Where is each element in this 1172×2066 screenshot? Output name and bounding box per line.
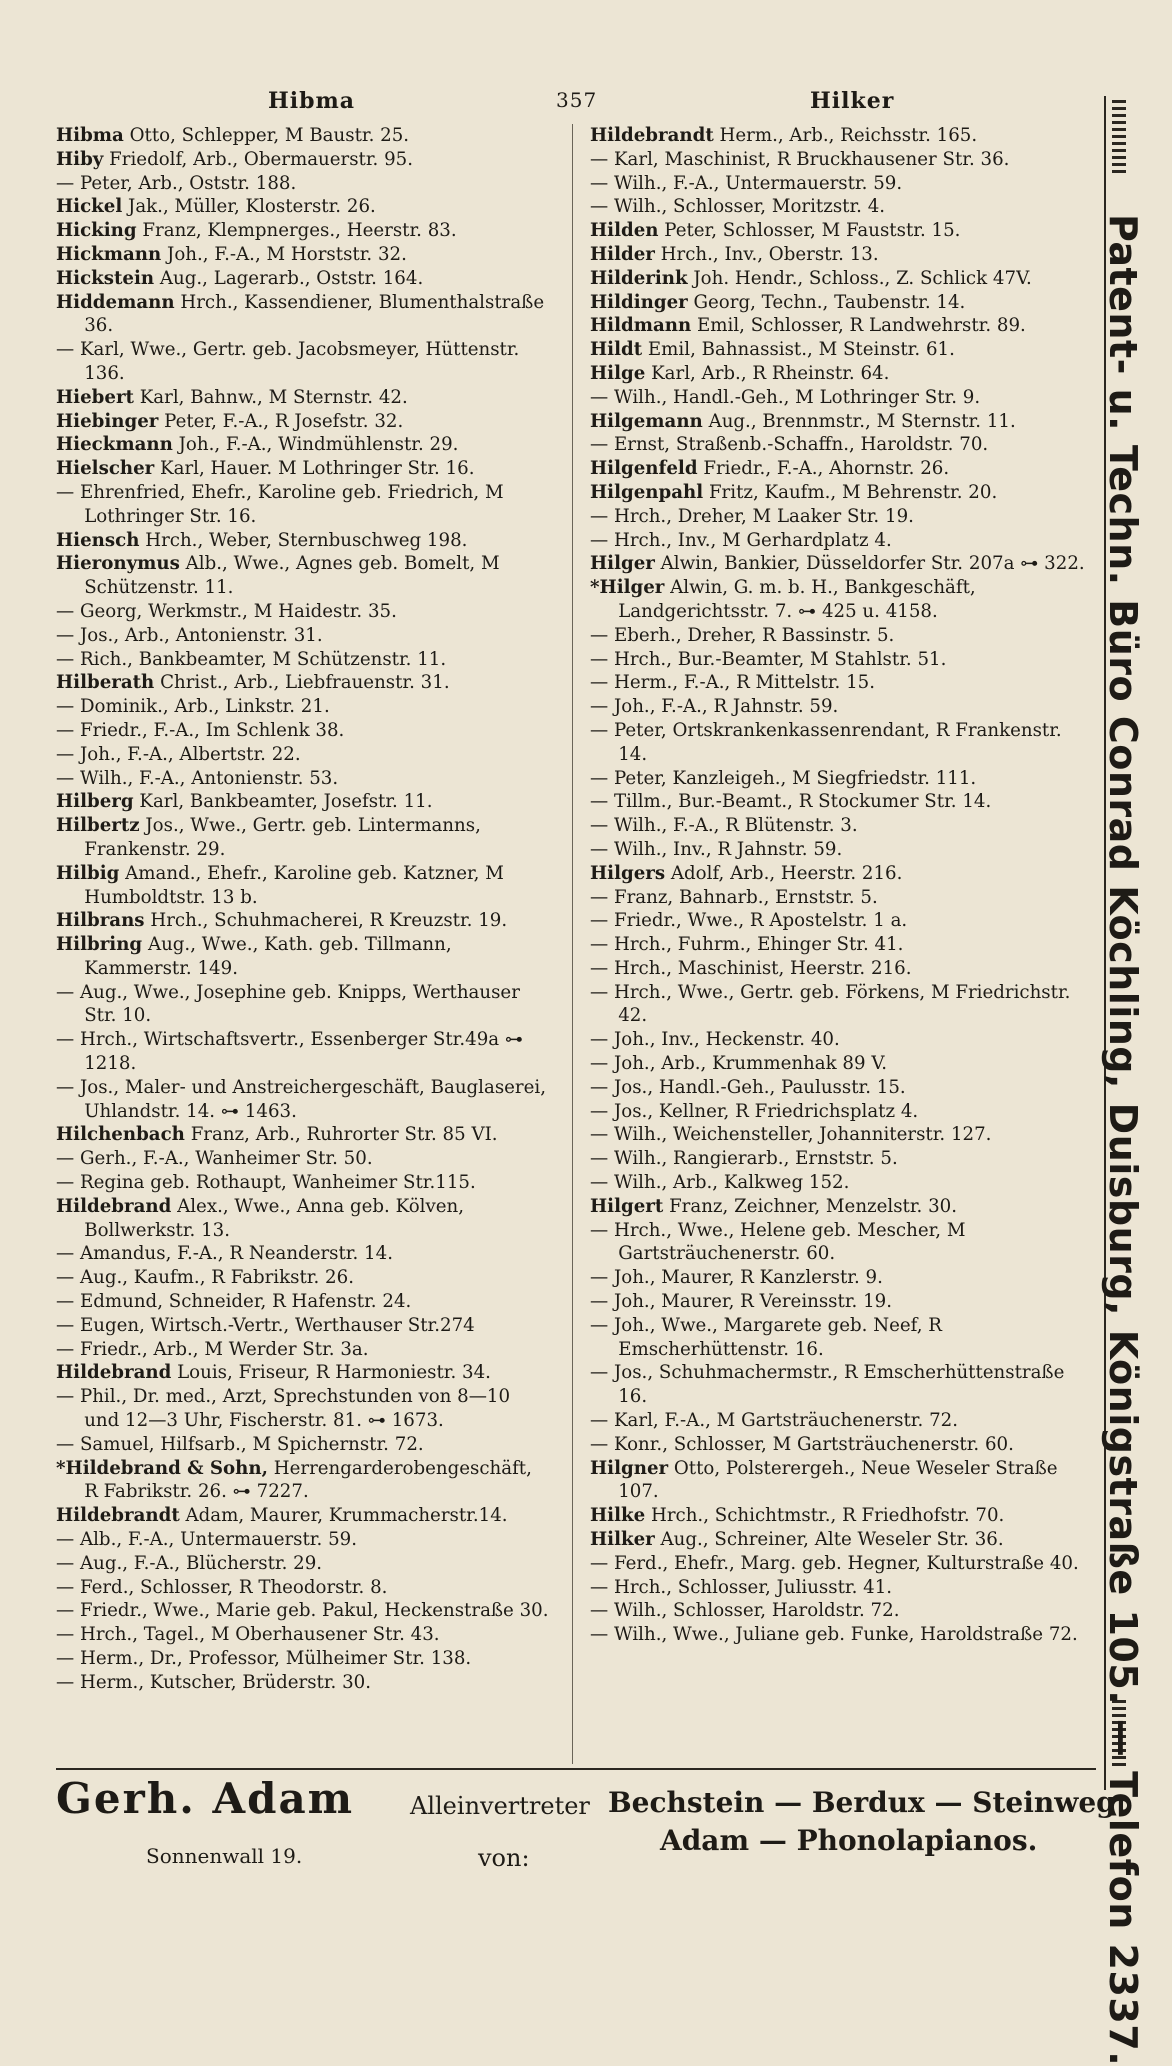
entry-details: — Karl, F.-A., M Gartsträuchenerstr. 72.: [590, 1410, 958, 1432]
entry-details: — Ferd., Schlosser, R Theodorstr. 8.: [56, 1576, 388, 1598]
entry-details: — Karl, Maschinist, R Bruckhausener Str. 36.: [590, 148, 1010, 170]
directory-entry: [590, 1147, 1090, 1171]
directory-entry: [590, 624, 1090, 648]
entry-surname: Hilker: [590, 1529, 655, 1551]
entry-surname: Hilke: [590, 1505, 646, 1527]
entry-surname: Hilgenfeld: [590, 458, 698, 480]
entry-details: — Jos., Schuhmachermstr., R Emscherhüttenstraße 16.: [590, 1362, 1065, 1408]
entry-details: — Karl, Wwe., Gertr. geb. Jacobsmeyer, Hüttenstr. 136.: [56, 339, 520, 384]
directory-entry: [56, 552, 550, 600]
directory-entry: [590, 386, 1090, 410]
directory-entry: [56, 671, 550, 695]
entry-details: — Hrch., Tagel., M Oberhausener Str. 43.: [56, 1624, 440, 1646]
directory-entry: [590, 362, 1090, 386]
column-divider: [572, 124, 573, 1764]
entry-details: — Wilh., Weichensteller, Johanniterstr. 127.: [590, 1124, 992, 1146]
directory-entry: [56, 1576, 550, 1600]
directory-entry: [56, 909, 550, 933]
directory-entry: [590, 909, 1090, 933]
directory-entry: [590, 505, 1090, 529]
directory-entry: [56, 1314, 550, 1338]
entry-details: — Joh., Maurer, R Kanzlerstr. 9.: [590, 1267, 883, 1289]
entry-details: Adam, Maurer, Krummacherstr.14.: [179, 1505, 508, 1527]
directory-entry: [56, 148, 550, 172]
entry-surname: Hilbig: [56, 862, 120, 884]
entry-details: — Ferd., Ehefr., Marg. geb. Hegner, Kulturstraße 40.: [590, 1552, 1079, 1574]
entry-details: Karl, Bankbeamter, Josefstr. 11.: [133, 791, 433, 813]
entry-details: — Jos., Kellner, R Friedrichsplatz 4.: [590, 1100, 919, 1122]
entry-surname: Hilgner: [590, 1457, 669, 1479]
entry-details: — Eberh., Dreher, R Bassinstr. 5.: [590, 624, 895, 646]
entry-details: — Joh., F.-A., R Jahnstr. 59.: [590, 696, 839, 718]
side-banner-text: Patent- u. Techn. Büro Conrad Köchling, Duisburg, Königstraße 105. — Telefon 2337.: [1101, 214, 1145, 2066]
entry-details: Hrch., Schichtmstr., R Friedhofstr. 70.: [645, 1505, 1005, 1527]
entry-details: — Peter, Kanzleigeh., M Siegfriedstr. 111.: [590, 767, 977, 789]
entry-details: Jak., Müller, Klosterstr. 26.: [122, 196, 376, 218]
directory-entry: [56, 1504, 550, 1528]
entry-details: Hrch., Schuhmacherei, R Kreuzstr. 19.: [144, 910, 508, 932]
entry-surname: Hilden: [590, 220, 659, 242]
entry-details: Friedr., F.-A., Ahornstr. 26.: [697, 458, 950, 480]
directory-entry: [56, 767, 550, 791]
directory-entry: [56, 695, 550, 719]
entry-details: — Wilh., Arb., Kalkweg 152.: [590, 1172, 850, 1194]
entry-details: Christ., Arb., Liebfrauenstr. 31.: [154, 672, 450, 694]
directory-entry: [590, 1123, 1090, 1147]
entry-surname: Hilgemann: [590, 410, 703, 432]
entry-details: Peter, Schlosser, M Fauststr. 15.: [658, 220, 961, 242]
entry-details: Adolf, Arb., Heerstr. 216.: [665, 862, 903, 884]
directory-entry: [56, 219, 550, 243]
directory-entry: [590, 1504, 1090, 1528]
directory-entry: [56, 1338, 550, 1362]
directory-entry: [56, 1457, 550, 1505]
entry-details: — Wilh., Rangierarb., Ernststr. 5.: [590, 1148, 898, 1170]
directory-entry: [590, 1171, 1090, 1195]
directory-entry: [56, 267, 550, 291]
directory-entry: [56, 172, 550, 196]
entry-surname: Hiddemann: [56, 291, 175, 313]
entry-details: — Hrch., Wirtschaftsvertr., Essenberger Str.49a ⊶ 1218.: [56, 1029, 524, 1075]
entry-details: Hrch., Kassendiener, Blumenthalstraße 36.: [84, 291, 545, 337]
entry-surname: *Hilger: [590, 577, 665, 599]
directory-entry: [590, 814, 1090, 838]
directory-entry: [590, 886, 1090, 910]
entry-surname: Hickstein: [56, 267, 155, 289]
directory-entry: [56, 433, 550, 457]
entry-details: — Franz, Bahnarb., Ernststr. 5.: [590, 886, 878, 908]
entry-details: Emil, Schlosser, R Landwehrstr. 89.: [691, 315, 1026, 337]
directory-entry: [590, 1552, 1090, 1576]
directory-entry: [56, 481, 550, 529]
directory-entry: [590, 1076, 1090, 1100]
entry-surname: Hildebrandt: [590, 125, 714, 146]
directory-entry: [590, 1219, 1090, 1267]
entry-surname: Hildebrandt: [56, 1505, 180, 1527]
entry-details: — Joh., Maurer, R Vereinsstr. 19.: [590, 1291, 893, 1313]
directory-entry: [590, 1361, 1090, 1409]
entry-details: Friedolf, Arb., Obermauerstr. 95.: [103, 148, 414, 170]
directory-entry: [590, 838, 1090, 862]
directory-entry: [590, 1266, 1090, 1290]
directory-entry: [590, 457, 1090, 481]
directory-entry: [56, 1123, 550, 1147]
directory-entry: [590, 219, 1090, 243]
directory-entry: [590, 338, 1090, 362]
entry-details: — Joh., Arb., Krummenhak 89 V.: [590, 1053, 888, 1075]
ad-brands-line-1: Bechstein — Berdux — Steinweg: [608, 1786, 1116, 1819]
directory-entry: [56, 790, 550, 814]
entry-details: — Hrch., Fuhrm., Ehinger Str. 41.: [590, 934, 904, 956]
directory-entry: [56, 648, 550, 672]
entry-details: — Edmund, Schneider, R Hafenstr. 24.: [56, 1291, 412, 1313]
directory-entry: [590, 1100, 1090, 1124]
entry-details: Fritz, Kaufm., M Behrenstr. 20.: [703, 481, 998, 503]
directory-entry: [590, 148, 1090, 172]
entry-details: Karl, Hauer. M Lothringer Str. 16.: [154, 458, 475, 480]
entry-surname: Hilbertz: [56, 815, 140, 837]
entry-details: Jos., Wwe., Gertr. geb. Lintermanns, Frankenstr. 29.: [84, 815, 481, 860]
ad-von: von:: [478, 1844, 530, 1872]
entry-details: Emil, Bahnassist., M Steinstr. 61.: [642, 339, 955, 361]
directory-entry: [590, 648, 1090, 672]
entry-details: Joh. Hendr., Schloss., Z. Schlick 47V.: [687, 267, 1032, 289]
entry-surname: Hilbring: [56, 934, 143, 956]
entry-details: — Herm., Kutscher, Brüderstr. 30.: [56, 1671, 372, 1693]
page-number: 357: [556, 88, 598, 112]
directory-entry: [590, 790, 1090, 814]
entry-details: — Phil., Dr. med., Arzt, Sprechstunden von 8—10 und 12—3 Uhr, Fischerstr. 81. ⊶ 1673.: [56, 1386, 511, 1432]
entry-details: — Herm., Dr., Professor, Mülheimer Str. 138.: [56, 1648, 472, 1669]
directory-entry: [590, 719, 1090, 767]
directory-entry: [56, 814, 550, 862]
entry-surname: Hildt: [590, 339, 643, 361]
ad-alleinvertreter: Alleinvertreter: [410, 1792, 590, 1820]
directory-entry: [56, 1290, 550, 1314]
entry-details: — Wilh., Wwe., Juliane geb. Funke, Haroldstraße 72.: [590, 1624, 1078, 1646]
entry-details: Aug., Schreiner, Alte Weseler Str. 36.: [654, 1529, 1004, 1551]
entry-details: Franz, Klempnerges., Heerstr. 83.: [136, 220, 457, 242]
directory-entry: [590, 1623, 1090, 1647]
directory-entry: [56, 243, 550, 267]
entry-details: — Wilh., F.-A., R Blütenstr. 3.: [590, 815, 858, 837]
directory-entry: [590, 314, 1090, 338]
entry-surname: Hiebert: [56, 386, 134, 408]
ad-company-name: Gerh. Adam: [56, 1774, 355, 1823]
directory-entry: [56, 1028, 550, 1076]
entry-details: — Rich., Bankbeamter, M Schützenstr. 11.: [56, 648, 447, 670]
directory-entry: [56, 1076, 550, 1124]
left-column: [56, 124, 550, 1695]
entry-details: Hrch., Weber, Sternbuschweg 198.: [139, 529, 468, 551]
entry-details: — Gerh., F.-A., Wanheimer Str. 50.: [56, 1148, 373, 1170]
directory-entry: [56, 410, 550, 434]
entry-details: — Konr., Schlosser, M Gartsträuchenerstr. 60.: [590, 1433, 1014, 1455]
entry-details: Louis, Friseur, R Harmoniestr. 34.: [171, 1362, 491, 1384]
directory-entry: [56, 1528, 550, 1552]
bottom-rule: [56, 1768, 1096, 1770]
entry-details: — Alb., F.-A., Untermauerstr. 59.: [56, 1529, 357, 1551]
entry-details: Otto, Schlepper, M Baustr. 25.: [123, 125, 410, 146]
directory-entry: [590, 243, 1090, 267]
entry-surname: Hilberath: [56, 672, 155, 694]
entry-details: Aug., Wwe., Kath. geb. Tillmann, Kammerstr. 149.: [84, 934, 452, 979]
entry-details: — Friedr., Wwe., Marie geb. Pakul, Heckenstraße 30.: [56, 1600, 549, 1622]
directory-entry: [56, 933, 550, 981]
directory-entry: [56, 1433, 550, 1457]
entry-surname: Hiby: [56, 148, 104, 170]
directory-entry: [56, 124, 550, 148]
entry-surname: *Hildebrand & Sohn,: [56, 1457, 268, 1479]
entry-details: Alex., Wwe., Anna geb. Kölven, Bollwerkstr. 13.: [84, 1195, 464, 1241]
directory-entry: [56, 1647, 550, 1671]
directory-entry: [56, 862, 550, 910]
entry-details: — Joh., Inv., Heckenstr. 40.: [590, 1029, 840, 1051]
entry-details: — Regina geb. Rothaupt, Wanheimer Str.115.: [56, 1172, 476, 1194]
directory-entry: [56, 1599, 550, 1623]
entry-details: Herrengarderobengeschäft, R Fabrikstr. 26. ⊶ 7227.: [84, 1457, 532, 1503]
entry-details: — Friedr., F.-A., Im Schlenk 38.: [56, 719, 345, 741]
entry-details: Georg, Techn., Taubenstr. 14.: [687, 291, 966, 313]
entry-details: — Hrch., Inv., M Gerhardplatz 4.: [590, 529, 892, 551]
directory-entry: [590, 195, 1090, 219]
directory-entry: [56, 1242, 550, 1266]
entry-details: — Wilh., F.-A., Untermauerstr. 59.: [590, 172, 903, 194]
entry-details: Alwin, Bankier, Düsseldorfer Str. 207a ⊶ 322.: [654, 553, 1085, 575]
entry-surname: Hildebrand: [56, 1195, 172, 1217]
entry-details: Alb., Wwe., Agnes geb. Bomelt, M Schützenstr. 11.: [84, 553, 500, 599]
directory-entry: [590, 410, 1090, 434]
entry-details: — Tillm., Bur.-Beamt., R Stockumer Str. 14.: [590, 791, 992, 813]
entry-surname: Hielscher: [56, 458, 155, 480]
entry-details: Joh., F.-A., Windmühlenstr. 29.: [172, 434, 459, 456]
ad-brands: [608, 1784, 1116, 1860]
entry-surname: Hilge: [590, 362, 646, 384]
directory-entry: [590, 172, 1090, 196]
entry-details: — Jos., Arb., Antonienstr. 31.: [56, 624, 323, 646]
entry-details: — Eugen, Wirtsch.-Vertr., Werthauser Str.274: [56, 1314, 475, 1336]
directory-entry: [56, 338, 550, 386]
directory-entry: [590, 529, 1090, 553]
entry-surname: Hilderink: [590, 267, 688, 289]
entry-details: Herm., Arb., Reichsstr. 165.: [713, 125, 978, 146]
entry-details: — Hrch., Dreher, M Laaker Str. 19.: [590, 505, 914, 527]
directory-entry: [590, 1052, 1090, 1076]
entry-details: Aug., Brennmstr., M Sternstr. 11.: [702, 410, 1016, 432]
entry-surname: Hilbrans: [56, 910, 145, 932]
entry-surname: Hickel: [56, 196, 123, 218]
directory-entry: [56, 1195, 550, 1243]
entry-details: Peter, F.-A., R Josefstr. 32.: [158, 410, 404, 432]
entry-surname: Hieronymus: [56, 553, 180, 575]
entry-details: — Samuel, Hilfsarb., M Spichernstr. 72.: [56, 1433, 424, 1455]
entry-details: — Wilh., Schlosser, Haroldstr. 72.: [590, 1600, 900, 1622]
directory-entry: [590, 671, 1090, 695]
directory-entry: [590, 981, 1090, 1029]
entry-surname: Hiensch: [56, 529, 140, 551]
directory-entry: [590, 552, 1090, 576]
directory-entry: [56, 1361, 550, 1385]
entry-details: — Wilh., F.-A., Antonienstr. 53.: [56, 767, 339, 789]
entry-details: Otto, Polsterergeh., Neue Weseler Straße 107.: [618, 1457, 1058, 1503]
entry-surname: Hibma: [56, 125, 124, 146]
entry-surname: Hildebrand: [56, 1362, 172, 1384]
directory-entry: [590, 1457, 1090, 1505]
directory-entry: [590, 433, 1090, 457]
entry-details: Alwin, G. m. b. H., Bankgeschäft, Landgerichtsstr. 7. ⊶ 425 u. 4158.: [618, 577, 976, 622]
directory-entry: [590, 862, 1090, 886]
directory-entry: [590, 124, 1090, 148]
entry-details: — Herm., F.-A., R Mittelstr. 15.: [590, 672, 876, 694]
directory-entry: [590, 1433, 1090, 1457]
entry-details: Franz, Arb., Ruhrorter Str. 85 VI.: [184, 1124, 498, 1146]
ad-brands-line-2: Adam — Phonolapianos.: [660, 1824, 1038, 1857]
directory-entry: [56, 1266, 550, 1290]
entry-surname: Hilgert: [590, 1195, 664, 1217]
directory-entry: [56, 624, 550, 648]
entry-surname: Hildinger: [590, 291, 688, 313]
entry-details: — Jos., Handl.-Geh., Paulusstr. 15.: [590, 1076, 906, 1098]
entry-details: Hrch., Inv., Oberstr. 13.: [654, 243, 879, 265]
entry-details: — Hrch., Wwe., Helene geb. Mescher, M Gartsträuchenerstr. 60.: [590, 1219, 966, 1265]
right-column: [590, 124, 1090, 1647]
entry-details: Karl, Bahnw., M Sternstr. 42.: [133, 386, 408, 408]
entry-details: — Wilh., Schlosser, Moritzstr. 4.: [590, 196, 886, 218]
entry-details: — Hrch., Wwe., Gertr. geb. Förkens, M Friedrichstr. 42.: [590, 981, 1071, 1027]
directory-entry: [56, 386, 550, 410]
directory-entry: [590, 1314, 1090, 1362]
entry-surname: Hilger: [590, 553, 655, 575]
entry-surname: Hilgenpahl: [590, 481, 704, 503]
entry-surname: Hilder: [590, 243, 655, 265]
directory-entry: [590, 1290, 1090, 1314]
entry-surname: Hicking: [56, 220, 137, 242]
directory-entry: [590, 1528, 1090, 1552]
directory-entry: [56, 719, 550, 743]
entry-details: — Friedr., Arb., M Werder Str. 3a.: [56, 1338, 369, 1360]
directory-entry: [590, 957, 1090, 981]
entry-details: Joh., F.-A., M Horststr. 32.: [161, 243, 407, 265]
header-right-keyword: Hilker: [810, 88, 895, 114]
entry-details: — Aug., Wwe., Josephine geb. Knipps, Werthauser Str. 10.: [56, 981, 520, 1027]
directory-entry: [56, 195, 550, 219]
entry-details: — Hrch., Bur.-Beamter, M Stahlstr. 51.: [590, 648, 947, 670]
side-bars-top: [1112, 100, 1126, 177]
entry-details: Amand., Ehefr., Karoline geb. Katzner, M Humboldtstr. 13 b.: [84, 862, 504, 908]
entry-details: — Hrch., Schlosser, Juliusstr. 41.: [590, 1576, 893, 1598]
directory-entry: [590, 695, 1090, 719]
entry-details: Karl, Arb., R Rheinstr. 64.: [645, 362, 890, 384]
directory-entry: [590, 291, 1090, 315]
entry-surname: Hildmann: [590, 315, 692, 337]
entry-details: — Hrch., Maschinist, Heerstr. 216.: [590, 957, 912, 979]
entry-details: — Peter, Arb., Oststr. 188.: [56, 172, 297, 194]
directory-entry: [56, 1552, 550, 1576]
directory-entry: [56, 981, 550, 1029]
entry-details: — Aug., Kaufm., R Fabrikstr. 26.: [56, 1267, 354, 1289]
entry-details: — Aug., F.-A., Blücherstr. 29.: [56, 1552, 323, 1574]
directory-entry: [590, 1576, 1090, 1600]
directory-entry: [590, 1599, 1090, 1623]
directory-entry: [56, 457, 550, 481]
entry-surname: Hilberg: [56, 791, 134, 813]
directory-entry: [56, 291, 550, 339]
entry-surname: Hieckmann: [56, 434, 173, 456]
entry-details: — Wilh., Inv., R Jahnstr. 59.: [590, 838, 843, 860]
entry-surname: Hickmann: [56, 243, 162, 265]
entry-details: Aug., Lagerarb., Oststr. 164.: [154, 267, 424, 289]
entry-details: — Friedr., Wwe., R Apostelstr. 1 a.: [590, 910, 908, 932]
directory-entry: [56, 1671, 550, 1695]
entry-surname: Hilchenbach: [56, 1124, 185, 1146]
entry-details: — Joh., Wwe., Margarete geb. Neef, R Emscherhüttenstr. 16.: [590, 1314, 942, 1360]
entry-details: — Ehrenfried, Ehefr., Karoline geb. Friedrich, M Lothringer Str. 16.: [56, 481, 504, 527]
directory-entry: [590, 267, 1090, 291]
directory-entry: [590, 1195, 1090, 1219]
entry-details: — Joh., F.-A., Albertstr. 22.: [56, 743, 301, 765]
entry-details: — Georg, Werkmstr., M Haidestr. 35.: [56, 600, 397, 622]
ad-address: Sonnenwall 19.: [146, 1844, 303, 1868]
entry-details: — Ernst, Straßenb.-Schaffn., Haroldstr. 70.: [590, 434, 989, 456]
entry-details: — Amandus, F.-A., R Neanderstr. 14.: [56, 1243, 393, 1265]
directory-entry: [590, 576, 1090, 624]
entry-details: Franz, Zeichner, Menzelstr. 30.: [663, 1195, 958, 1217]
directory-entry: [590, 1028, 1090, 1052]
directory-entry: [590, 933, 1090, 957]
directory-entry: [56, 1147, 550, 1171]
entry-details: — Wilh., Handl.-Geh., M Lothringer Str. 9.: [590, 386, 981, 408]
entry-surname: Hilgers: [590, 862, 666, 884]
entry-details: — Peter, Ortskrankenkassenrendant, R Frankenstr. 14.: [590, 719, 1062, 765]
directory-entry: [56, 743, 550, 767]
directory-entry: [56, 600, 550, 624]
directory-entry: [56, 529, 550, 553]
directory-entry: [56, 1385, 550, 1433]
directory-entry: [590, 481, 1090, 505]
entry-details: — Dominik., Arb., Linkstr. 21.: [56, 696, 330, 718]
entry-details: — Jos., Maler- und Anstreichergeschäft, Bauglaserei, Uhlandstr. 14. ⊶ 1463.: [56, 1076, 546, 1122]
directory-entry: [56, 1171, 550, 1195]
directory-entry: [590, 1409, 1090, 1433]
directory-entry: [590, 767, 1090, 791]
directory-entry: [56, 1623, 550, 1647]
header-left-keyword: Hibma: [268, 88, 356, 114]
entry-surname: Hiebinger: [56, 410, 159, 432]
